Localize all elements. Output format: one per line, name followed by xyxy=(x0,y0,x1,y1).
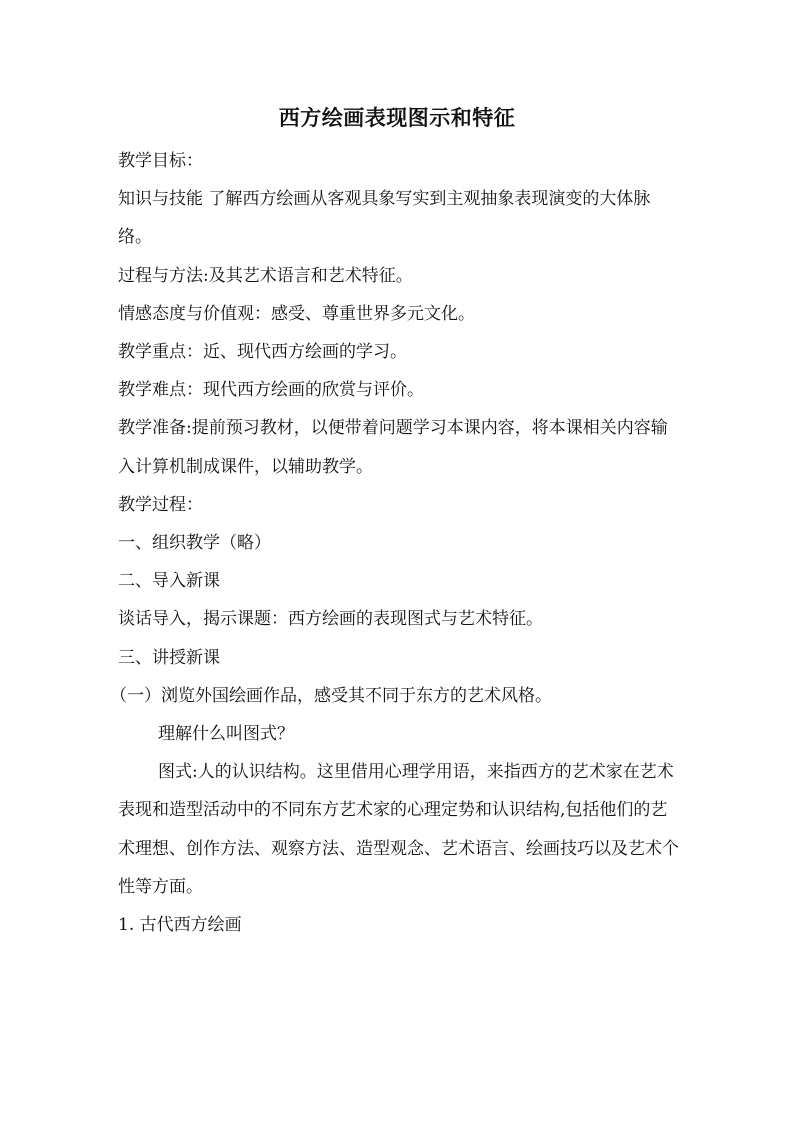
paragraph-emotion-values: 情感态度与价值观：感受、尊重世界多元文化。 xyxy=(118,303,475,324)
paragraph-process-method: 过程与方法:及其艺术语言和艺术特征。 xyxy=(118,265,413,286)
paragraph-browse-works: （一）浏览外国绘画作品，感受其不同于东方的艺术风格。 xyxy=(110,685,552,706)
paragraph-what-is-schema: 理解什么叫图式？ xyxy=(158,724,294,745)
paragraph-organize-teaching: 一、组织教学（略） xyxy=(118,533,271,554)
paragraph-knowledge-skills: 知识与技能 了解西方绘画从客观具象写实到主观抽象表现演变的大体脉络。 xyxy=(118,189,651,248)
paragraph-schema-definition: 图式:人的认识结构。这里借用心理学用语，来指西方的艺术家在艺术表现和造型活动中的不同东方艺术家的心理定势和认识结构,包括他们的艺术理想、创作方法、观察方法、造型观念、艺术语言、绘画技巧以及艺术个性等方面。 xyxy=(118,762,679,897)
paragraph-talk-intro: 谈话导入，揭示课题：西方绘画的表现图式与艺术特征。 xyxy=(118,609,543,630)
paragraph-difficult-points: 教学难点：现代西方绘画的欣赏与评价。 xyxy=(118,380,424,401)
paragraph-preparation: 教学准备:提前预习教材，以便带着问题学习本课内容，将本课相关内容输入计算机制成课件，以辅助教学。 xyxy=(118,418,668,477)
document-title: 西方绘画表现图示和特征 xyxy=(278,105,516,130)
paragraph-key-points: 教学重点：近、现代西方绘画的学习。 xyxy=(118,342,407,363)
document-body xyxy=(110,142,680,944)
paragraph-teaching-process: 教学过程： xyxy=(118,494,203,515)
paragraph-ancient-western-painting: 1. 古代西方绘画 xyxy=(118,915,242,936)
paragraph-teach-new-lesson: 三、讲授新课 xyxy=(118,647,220,668)
paragraph-introduce-lesson: 二、导入新课 xyxy=(118,571,220,592)
paragraph-teaching-goals: 教学目标： xyxy=(118,151,203,171)
